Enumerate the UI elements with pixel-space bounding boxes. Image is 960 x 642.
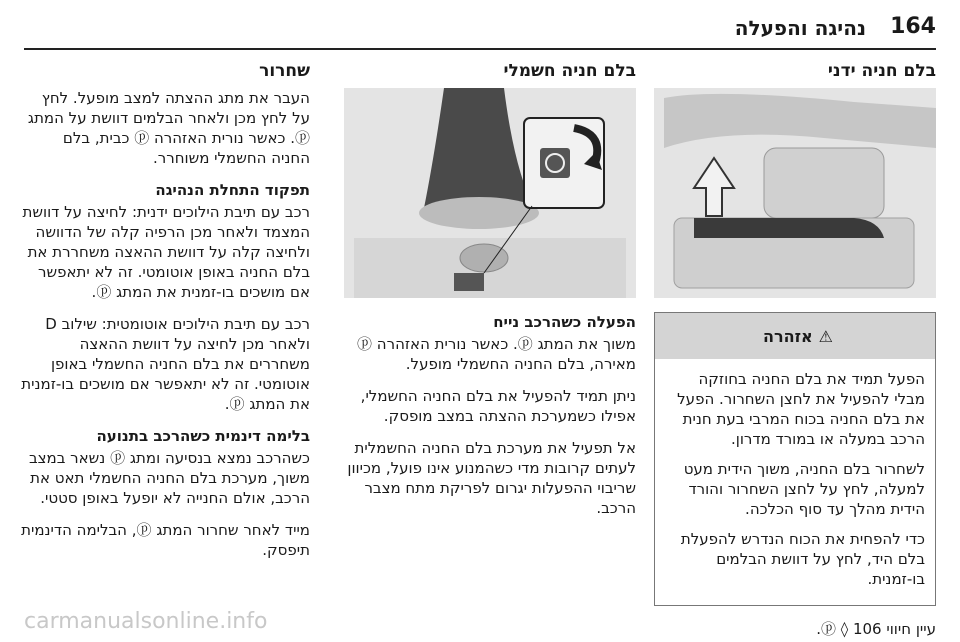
- column-release: [20, 60, 310, 572]
- body-paragraph: רכב עם תיבת הילוכים ידנית: לחיצה על דוושת המצמד ולאחר מכן הרפיה קלה של הדוושה ולחיצה קלה על דוושת ההאצה משחררת את בלם החניה באופן אוטומטי. זה לא יתאפשר אם מושכים בו-זמנית את המתג ⓟ.: [22, 203, 310, 301]
- watermark: carmanualsonline.info: [24, 609, 268, 634]
- warning-box: [654, 312, 936, 606]
- page-header: [24, 14, 936, 50]
- body-paragraph: אל תפעיל את מערכת בלם החניה החשמלית לעתים קרובות מדי כשהמנוע אינו פועל, מכיוון שריבוי ההפעלות יגרום לפריקת מתח מצבר הרכב.: [347, 439, 636, 517]
- body-paragraph: העבר את מתג ההצתה למצב מופעל. לחץ על לחץ מכן ולאחר הבלמים דוושת על המתג ⓟ. כאשר נורית האזהרה ⓟ כבית, בלם החניה החשמלי משוחרר.: [27, 89, 310, 167]
- page-number: 164: [890, 14, 936, 39]
- section-heading: שחרור: [259, 61, 310, 81]
- warning-triangle-icon: ⚠: [818, 326, 834, 346]
- body-paragraph: ניתן תמיד להפעיל את בלם החניה החשמלי, אפילו כשמערכת ההצתה במצב מופסק.: [360, 387, 636, 425]
- column-electric-parking-brake: [344, 60, 636, 530]
- warning-title: אזהרה: [763, 326, 813, 346]
- body-paragraph: כשהרכב נמצא בנסיעה ומתג ⓟ נשאר במצב משוך, מערכת בלם החניה החשמלי תאט את הרכב, אולם החנייה לא יופעל באופן סטטי.: [28, 449, 310, 507]
- subheading-drive-away: תפקוד התחלת הנהיגה: [155, 181, 310, 199]
- section-heading: בלם חניה ידני: [827, 61, 936, 81]
- reference-footnote: עיין חיווי ⓟ ◊ 106.: [816, 620, 936, 638]
- manual-handbrake-illustration: [654, 88, 936, 298]
- page-title: נהיגה והפעלה: [734, 16, 866, 40]
- section-heading: בלם חניה חשמלי: [503, 61, 636, 81]
- warning-paragraph: לשחרור בלם החניה, משוך הידית מעט למעלה, לחץ על לחצן השחרור והורד הידית מהלך עד סוף הכלכה.: [683, 460, 925, 518]
- body-paragraph: רכב עם תיבת הילוכים אוטומטית: שילוב D ולאחר מכן לחיצה על דוושת ההאצה משחררים את בלם החניה החשמלי באופן אוטומטי. זה לא יתאפשר אם מושכים בו-זמנית את המתג ⓟ.: [21, 315, 310, 413]
- electric-brake-illustration: [344, 88, 636, 298]
- column-manual-parking-brake: [654, 60, 936, 639]
- body-paragraph: מייד לאחר שחרור המתג ⓟ, הבלימה הדינמית תיפסק.: [21, 521, 310, 559]
- warning-paragraph: כדי להפחית את הכוח הנדרש להפעלת בלם היד, לחץ על דוושת הבלמים בו-זמנית.: [680, 530, 925, 588]
- handbrake-icon: [654, 88, 936, 298]
- body-paragraph: משוך את המתג ⓟ. כאשר נורית האזהרה ⓟ מאירה, בלם החניה החשמלי מופעל.: [357, 335, 636, 373]
- subheading-dynamic-braking: בלימה דינמית כשהרכב בתנועה: [96, 427, 310, 445]
- parking-switch-icon: [344, 88, 636, 298]
- warning-header: [655, 313, 935, 359]
- warning-paragraph: הפעל תמיד את בלם החניה בחוזקה מבלי להפעיל את לחצן השחרור. הפעל את בלם החניה בכוח המרבי בעת חנית הרכב במעלה או במורד מדרון.: [677, 370, 925, 448]
- subheading-apply: הפעלה כשהרכב נייח: [493, 313, 636, 331]
